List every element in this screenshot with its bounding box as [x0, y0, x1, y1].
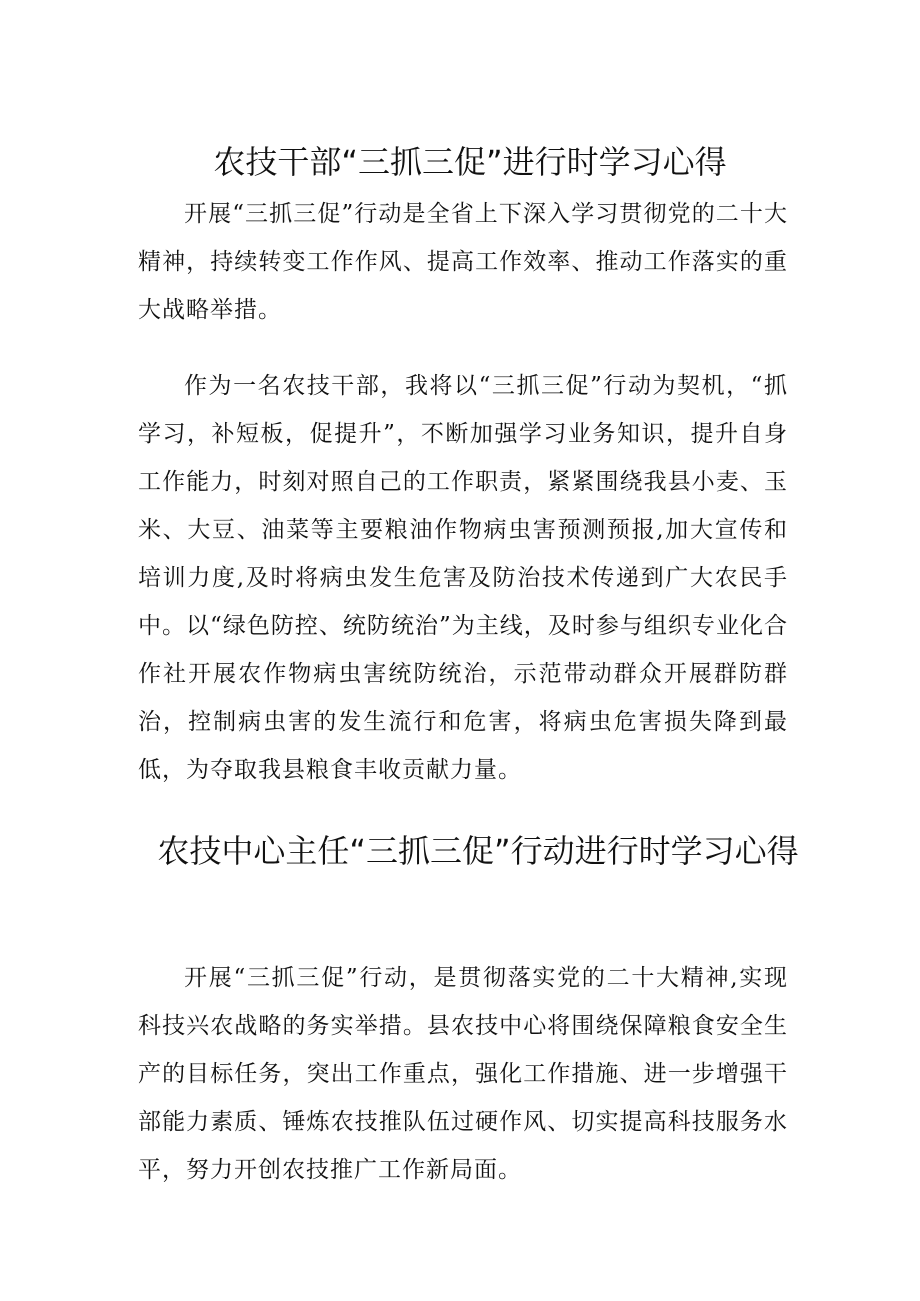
section-1-paragraph-1: 开展“三抓三促”行动是全省上下深入学习贯彻党的二十大精神，持续转变工作作风、提高工作效率、推动工作落实的重大战略举措。 [138, 201, 788, 323]
section-2-paragraph-1: 开展“三抓三促”行动，是贯彻落实党的二十大精神,实现科技兴农战略的务实举措。县农技中心将围绕保障粮食安全生产的目标任务，突出工作重点，强化工作措施、进一步增强干部能力素质、锤炼农技推队伍过硬作风、切实提高科技服务水平，努力开创农技推广工作新局面。 [138, 965, 788, 1183]
section-1-paragraph-2: 作为一名农技干部，我将以“三抓三促”行动为契机，“抓学习，补短板，促提升”，不断加强学习业务知识，提升自身工作能力，时刻对照自己的工作职责，紧紧围绕我县小麦、玉米、大豆、油菜等主要粮油作物病虫害预测预报,加大宣传和培训力度,及时将病虫发生危害及防治技术传递到广大农民手中。以“绿色防控、统防统治”为主线，及时参与组织专业化合作社开展农作物病虫害统防统治，示范带动群众开展群防群治，控制病虫害的发生流行和危害，将病虫危害损失降到最低，为夺取我县粮食丰收贡献力量。 [138, 373, 788, 783]
section-1-title: 农技干部“三抓三促”进行时学习心得 [213, 143, 727, 181]
section-2-title: 农技中心主任“三抓三促”行动进行时学习心得 [157, 832, 799, 870]
